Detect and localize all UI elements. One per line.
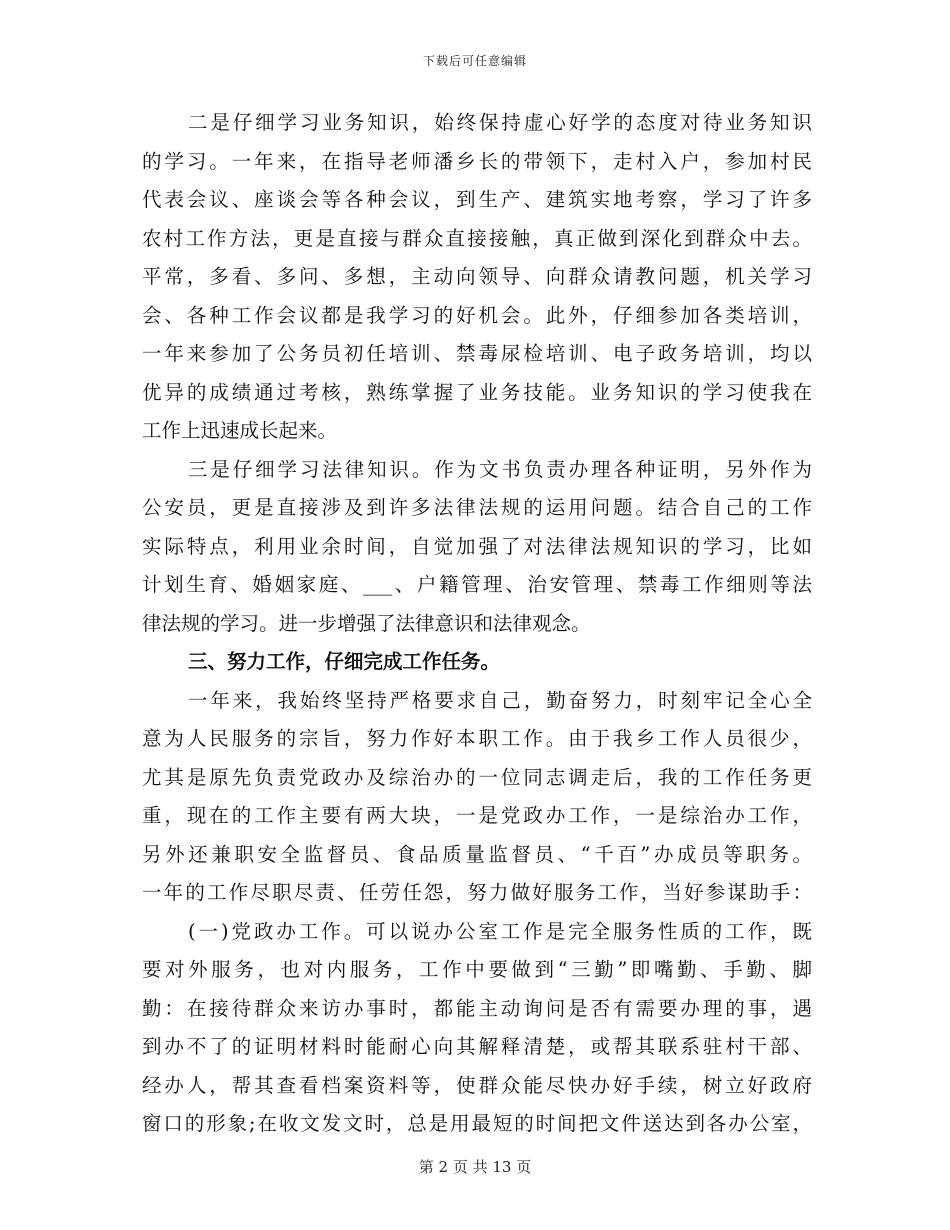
paragraph-line: 工作上迅速成长起来。 bbox=[142, 419, 338, 442]
paragraph-line: 实际特点，利用业余时间，自觉加强了对法律法规知识的学习，比如 bbox=[142, 534, 812, 558]
paragraph-line: 公安员，更是直接涉及到许多法律法规的运用问题。结合自己的工作 bbox=[142, 496, 812, 519]
page-number: 第 2 页 共 13 页 bbox=[418, 1158, 532, 1176]
paragraph-line: 经办人，帮其查看档案资料等，使群众能尽快办好手续，树立好政府 bbox=[142, 1073, 812, 1097]
paragraph-line: 要对外服务，也对内服务，工作中要做到“三勤”即嘴勤、手勤、脚 bbox=[142, 958, 812, 981]
paragraph-line: 律法规的学习。进一步增强了法律意识和法律观念。 bbox=[142, 611, 591, 635]
paragraph-line: 三是仔细学习法律知识。作为文书负责办理各种证明，另外作为 bbox=[188, 457, 812, 481]
paragraph-line: 的学习。一年来，在指导老师潘乡长的带领下，走村入户，参加村民 bbox=[142, 149, 812, 173]
paragraph-line: 一年的工作尽职尽责、任劳任怨，努力做好服务工作，当好参谋助手： bbox=[142, 881, 812, 904]
paragraph-line: 另外还兼职安全监督员、食品质量监督员、“千百”办成员等职务。 bbox=[142, 842, 812, 866]
paragraph-line: 重，现在的工作主要有两大块，一是党政办工作，一是综治办工作， bbox=[142, 804, 812, 827]
paragraph-line: 勤：在接待群众来访办事时，都能主动询问是否有需要办理的事，遇 bbox=[142, 996, 812, 1020]
paragraph-line: 计划生育、婚姻家庭、___、户籍管理、治安管理、禁毒工作细则等法 bbox=[142, 573, 812, 596]
paragraph-line: 平常，多看、多问、多想，主动向领导、向群众请教问题，机关学习 bbox=[142, 265, 812, 288]
paragraph-line: 一年来，我始终坚持严格要求自己，勤奋努力，时刻牢记全心全 bbox=[188, 688, 812, 712]
document-body bbox=[142, 104, 812, 1144]
paragraph-line: 优异的成绩通过考核，熟练掌握了业务技能。业务知识的学习使我在 bbox=[142, 380, 812, 404]
section-heading: 三、努力工作，仔细完成工作任务。 bbox=[188, 650, 501, 673]
page-header: 下载后可任意编辑 bbox=[422, 54, 527, 68]
paragraph-line: 一年来参加了公务员初任培训、禁毒尿检培训、电子政务培训，均以 bbox=[142, 342, 812, 365]
paragraph-line: 窗口的形象;在收文发文时，总是用最短的时间把文件送达到各办公室， bbox=[142, 1112, 812, 1135]
paragraph-line: 意为人民服务的宗旨，努力作好本职工作。由于我乡工作人员很少， bbox=[142, 727, 812, 750]
paragraph-line: 到办不了的证明材料时能耐心向其解释清楚，或帮其联系驻村干部、 bbox=[142, 1035, 812, 1058]
paragraph-line: (一)党政办工作。可以说办公室工作是完全服务性质的工作，既 bbox=[188, 919, 812, 943]
paragraph-line: 尤其是原先负责党政办及综治办的一位同志调走后，我的工作任务更 bbox=[142, 765, 812, 789]
paragraph-line: 二是仔细学习业务知识，始终保持虚心好学的态度对待业务知识 bbox=[188, 111, 812, 134]
paragraph-line: 会、各种工作会议都是我学习的好机会。此外，仔细参加各类培训， bbox=[142, 303, 812, 327]
paragraph-line: 农村工作方法，更是直接与群众直接接触，真正做到深化到群众中去。 bbox=[142, 226, 812, 250]
paragraph-line: 代表会议、座谈会等各种会议，到生产、建筑实地考察，学习了许多 bbox=[142, 188, 812, 211]
